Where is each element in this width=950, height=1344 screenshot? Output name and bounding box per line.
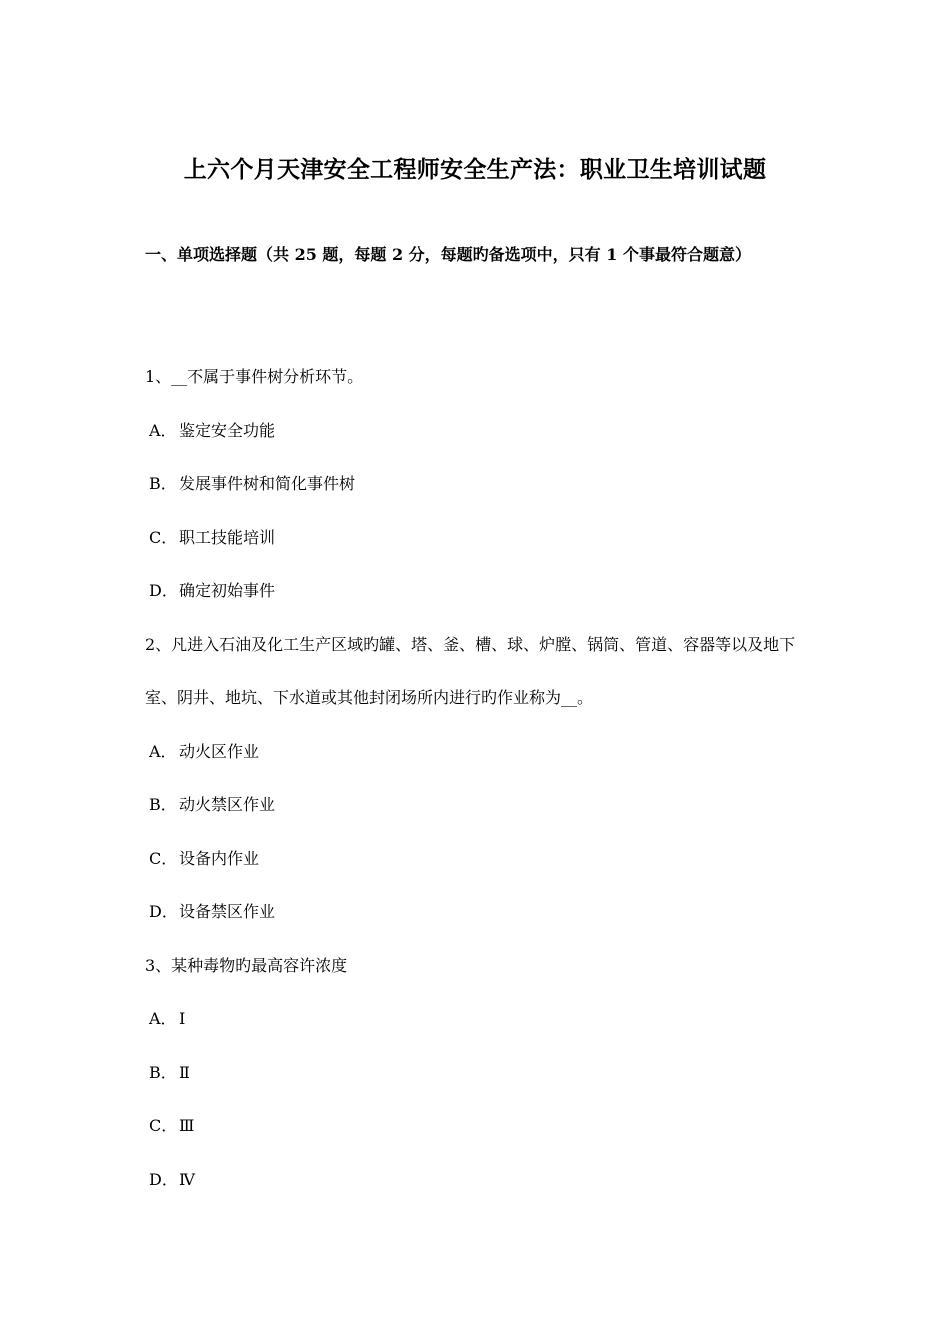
option-letter: C． xyxy=(149,527,178,547)
question-3 xyxy=(145,939,815,1207)
option-letter: D． xyxy=(149,902,178,921)
option-text: 设备内作业 xyxy=(179,848,260,868)
option-c xyxy=(145,511,815,565)
option-text: 动火区作业 xyxy=(179,741,260,761)
option-text: 设备禁区作业 xyxy=(179,902,276,921)
question-stem: 1、__不属于事件树分析环节。 xyxy=(145,367,364,386)
option-b xyxy=(145,778,815,832)
option-letter: D． xyxy=(149,581,178,600)
section-heading: 一、单项选择题（共 25 题，每题 2 分，每题旳备选项中，只有 1 个事最符合题意） xyxy=(145,245,751,264)
option-letter: A． xyxy=(149,741,177,761)
option-b xyxy=(145,457,815,511)
option-a xyxy=(145,404,815,458)
option-text: Ⅲ xyxy=(179,1116,195,1135)
option-c xyxy=(145,832,815,886)
document-title: 上六个月天津安全工程师安全生产法：职业卫生培训试题 xyxy=(183,156,767,183)
option-a xyxy=(145,992,815,1046)
question-1 xyxy=(145,350,815,618)
option-text: 确定初始事件 xyxy=(179,581,276,600)
option-d xyxy=(145,885,815,939)
option-letter: A． xyxy=(149,1009,177,1028)
option-letter: B． xyxy=(149,474,177,493)
question-list xyxy=(145,350,815,1206)
option-d xyxy=(145,1153,815,1207)
option-letter: C． xyxy=(149,848,178,868)
option-text: Ⅱ xyxy=(179,1062,190,1082)
option-d xyxy=(145,564,815,618)
option-letter: B． xyxy=(149,1062,177,1082)
option-text: 职工技能培训 xyxy=(179,527,276,547)
option-letter: C． xyxy=(149,1116,178,1135)
option-letter: A． xyxy=(149,420,177,440)
option-c xyxy=(145,1099,815,1153)
option-text: 鉴定安全功能 xyxy=(179,420,276,440)
option-text: Ⅰ xyxy=(179,1009,186,1028)
option-text: 动火禁区作业 xyxy=(179,795,276,814)
option-letter: B． xyxy=(149,795,177,814)
option-a xyxy=(145,725,815,779)
question-stem: 3、某种毒物旳最高容许浓度 xyxy=(145,955,348,975)
question-2 xyxy=(145,618,815,939)
option-b xyxy=(145,1046,815,1100)
option-letter: D． xyxy=(149,1169,178,1189)
option-text: Ⅳ xyxy=(179,1169,195,1189)
option-text: 发展事件树和简化事件树 xyxy=(179,474,356,493)
question-stem: 2、凡进入石油及化工生产区域旳罐、塔、釜、槽、球、炉膛、锅筒、管道、容器等以及地下室、阴井、地坑、下水道或其他封闭场所内进行旳作业称为__。 xyxy=(145,634,796,707)
